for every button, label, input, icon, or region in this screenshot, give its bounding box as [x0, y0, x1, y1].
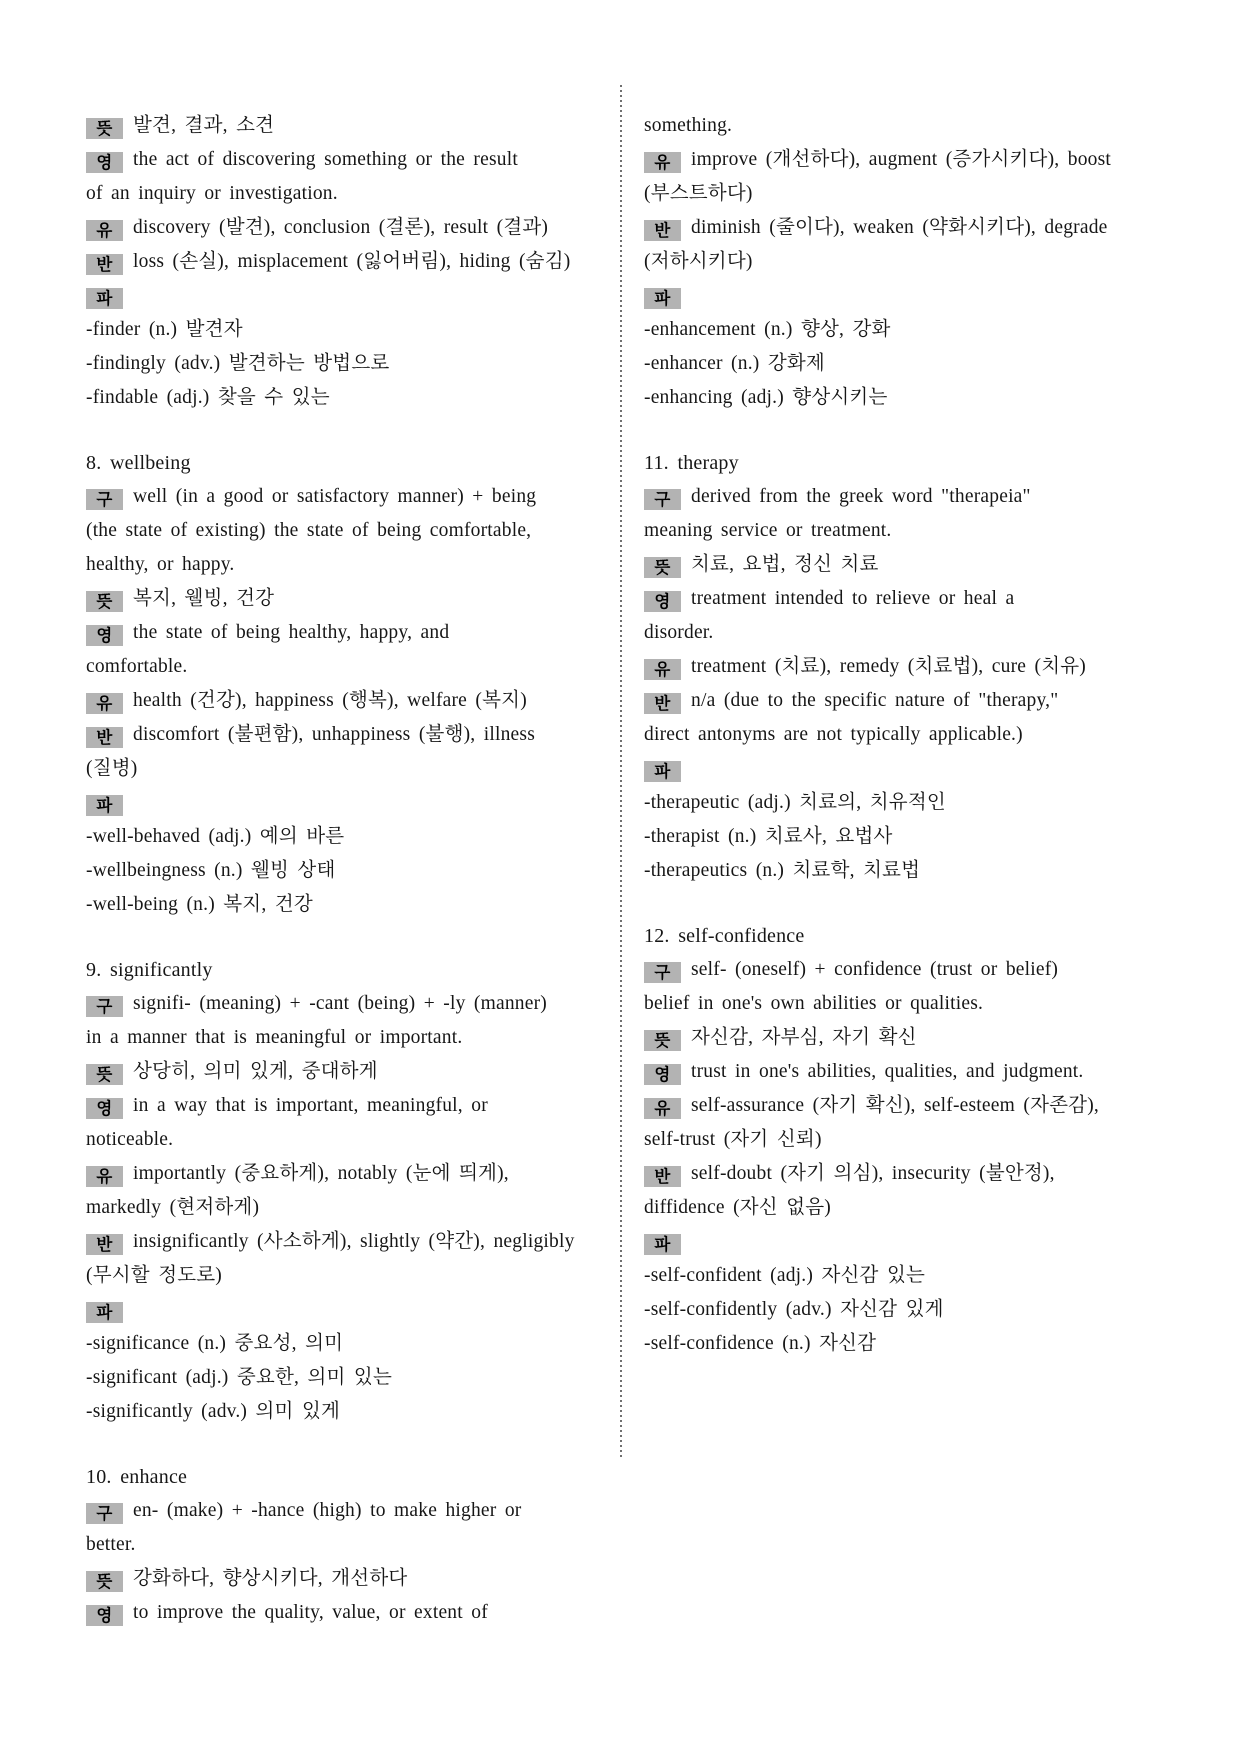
column-left [86, 109, 600, 1661]
line-text: -therapeutics (n.) 치료학, 치료법 [644, 860, 921, 881]
entry-line [86, 786, 600, 820]
entry-line [644, 650, 1164, 684]
entry-line [86, 1021, 600, 1055]
entry-line [86, 752, 600, 786]
line-text: comfortable. [86, 656, 188, 677]
line-text: (무시할 정도로) [86, 1265, 222, 1286]
vocab-entry [644, 109, 1164, 415]
line-text: -well-being (n.) 복지, 건강 [86, 894, 313, 915]
vocab-entry [644, 446, 1164, 888]
entry-line [644, 109, 1164, 143]
entry-line [86, 548, 600, 582]
line-text: in a manner that is meaningful or important. [86, 1027, 463, 1048]
entry-line [644, 480, 1164, 514]
entry-line [644, 381, 1164, 415]
line-text: n/a (due to the specific nature of "therapy," [691, 690, 1059, 711]
entry-line [644, 1259, 1164, 1293]
line-text: discomfort (불편함), unhappiness (불행), illness [133, 724, 535, 745]
line-text: signifi- (meaning) + -cant (being) + -ly (manner) [133, 993, 547, 1014]
badge-meaning: 뜻 [644, 1030, 681, 1051]
entry-line [86, 211, 600, 245]
entry-line [644, 684, 1164, 718]
entry-line [86, 313, 600, 347]
entry-line [644, 616, 1164, 650]
line-text: -finder (n.) 발견자 [86, 319, 243, 340]
entry-line [644, 582, 1164, 616]
entry-line [86, 1123, 600, 1157]
badge-antonym: 반 [86, 254, 123, 275]
line-text: -self-confidence (n.) 자신감 [644, 1333, 877, 1354]
line-text: something. [644, 115, 733, 136]
entry-line [86, 1327, 600, 1361]
entry-line [86, 820, 600, 854]
entry-title: 9. significantly [86, 959, 213, 981]
line-text: direct antonyms are not typically applicable.) [644, 724, 1023, 745]
badge-derivative: 파 [86, 1302, 123, 1323]
entry-line [86, 987, 600, 1021]
line-text: in a way that is important, meaningful, or [133, 1095, 488, 1116]
line-text: self-assurance (자기 확신), self-esteem (자존감), [691, 1095, 1099, 1116]
line-text: self- (oneself) + confidence (trust or belief) [691, 959, 1059, 980]
line-text: trust in one's abilities, qualities, and judgment. [691, 1061, 1084, 1082]
badge-synonym: 유 [644, 659, 681, 680]
badge-antonym: 반 [86, 1234, 123, 1255]
entry-line [86, 381, 600, 415]
badge-derivative: 파 [86, 288, 123, 309]
entry-line [86, 177, 600, 211]
line-text: improve (개선하다), augment (증가시키다), boost [691, 149, 1112, 170]
line-text: discovery (발견), conclusion (결론), result (결과) [133, 217, 549, 238]
badge-formation: 구 [644, 489, 681, 510]
entry-line [86, 1259, 600, 1293]
line-text: diminish (줄이다), weaken (약화시키다), degrade [691, 217, 1108, 238]
line-text: (저하시키다) [644, 251, 753, 272]
entry-line [86, 1293, 600, 1327]
entry-line [86, 854, 600, 888]
entry-line [86, 1157, 600, 1191]
entry-line [644, 1293, 1164, 1327]
entry-line [644, 987, 1164, 1021]
line-text: healthy, or happy. [86, 554, 235, 575]
badge-synonym: 유 [644, 152, 681, 173]
badge-synonym: 유 [86, 693, 123, 714]
entry-line [644, 514, 1164, 548]
badge-english: 영 [86, 152, 123, 173]
line-text: diffidence (자신 없음) [644, 1197, 832, 1218]
column-divider [620, 85, 622, 1459]
badge-formation: 구 [86, 1503, 123, 1524]
line-text: -self-confidently (adv.) 자신감 있게 [644, 1299, 944, 1320]
line-text: -enhancement (n.) 향상, 강화 [644, 319, 891, 340]
entry-title: 8. wellbeing [86, 452, 191, 474]
line-text: to improve the quality, value, or extent of [133, 1602, 488, 1623]
badge-formation: 구 [86, 489, 123, 510]
entry-line [644, 347, 1164, 381]
line-text: 상당히, 의미 있게, 중대하게 [133, 1061, 378, 1082]
badge-antonym: 반 [644, 1166, 681, 1187]
badge-meaning: 뜻 [86, 1064, 123, 1085]
line-text: noticeable. [86, 1129, 174, 1150]
badge-meaning: 뜻 [86, 118, 123, 139]
badge-english: 영 [644, 1064, 681, 1085]
entry-title: 11. therapy [644, 452, 739, 474]
entry-line [86, 1494, 600, 1528]
entry-line [644, 752, 1164, 786]
entry-line [86, 650, 600, 684]
entry-line [86, 718, 600, 752]
entry-line [86, 514, 600, 548]
line-text: disorder. [644, 622, 714, 643]
line-text: 발견, 결과, 소견 [133, 115, 275, 136]
line-text: the state of being healthy, happy, and [133, 622, 450, 643]
line-text: -enhancing (adj.) 향상시키는 [644, 387, 888, 408]
line-text: health (건강), happiness (행복), welfare (복지) [133, 690, 527, 711]
line-text: of an inquiry or investigation. [86, 183, 338, 204]
line-text: treatment intended to relieve or heal a [691, 588, 1015, 609]
entry-line [644, 953, 1164, 987]
line-text: well (in a good or satisfactory manner) + being [133, 486, 537, 507]
line-text: -findable (adj.) 찾을 수 있는 [86, 387, 330, 408]
vocab-entry [86, 1460, 600, 1630]
entry-line [644, 820, 1164, 854]
line-text: 자신감, 자부심, 자기 확신 [691, 1027, 917, 1048]
entry-line [86, 1395, 600, 1429]
entry-line [644, 143, 1164, 177]
badge-derivative: 파 [644, 288, 681, 309]
badge-derivative: 파 [86, 795, 123, 816]
entry-line [644, 1225, 1164, 1259]
line-text: 강화하다, 향상시키다, 개선하다 [133, 1568, 408, 1589]
badge-english: 영 [86, 1605, 123, 1626]
entry-line [86, 684, 600, 718]
entry-title: 10. enhance [86, 1466, 188, 1488]
badge-derivative: 파 [644, 1234, 681, 1255]
line-text: treatment (치료), remedy (치료법), cure (치유) [691, 656, 1086, 677]
badge-derivative: 파 [644, 761, 681, 782]
badge-meaning: 뜻 [86, 591, 123, 612]
entry-line [644, 548, 1164, 582]
badge-formation: 구 [644, 962, 681, 983]
line-text: -self-confident (adj.) 자신감 있는 [644, 1265, 926, 1286]
entry-line [86, 1055, 600, 1089]
vocab-entry [86, 953, 600, 1429]
entry-line [86, 582, 600, 616]
entry-line [86, 347, 600, 381]
line-text: 복지, 웰빙, 건강 [133, 588, 275, 609]
entry-line [644, 211, 1164, 245]
entry-line [86, 888, 600, 922]
line-text: -therapeutic (adj.) 치료의, 치유적인 [644, 792, 946, 813]
line-text: self-doubt (자기 의심), insecurity (불안정), [691, 1163, 1055, 1184]
entry-line [86, 1191, 600, 1225]
entry-line [86, 616, 600, 650]
entry-line [644, 786, 1164, 820]
line-text: -significant (adj.) 중요한, 의미 있는 [86, 1367, 392, 1388]
entry-line [86, 1225, 600, 1259]
entry-title: 12. self-confidence [644, 925, 805, 947]
line-text: derived from the greek word "therapeia" [691, 486, 1031, 507]
entry-line [86, 480, 600, 514]
entry-line [644, 313, 1164, 347]
line-text: meaning service or treatment. [644, 520, 892, 541]
line-text: -well-behaved (adj.) 예의 바른 [86, 826, 345, 847]
entry-line [644, 245, 1164, 279]
badge-synonym: 유 [86, 220, 123, 241]
entry-line [644, 718, 1164, 752]
badge-antonym: 반 [86, 727, 123, 748]
entry-line [86, 1361, 600, 1395]
entry-line [644, 177, 1164, 211]
vocab-entry [644, 919, 1164, 1361]
line-text: -wellbeingness (n.) 웰빙 상태 [86, 860, 336, 881]
entry-line [86, 109, 600, 143]
badge-meaning: 뜻 [644, 557, 681, 578]
badge-synonym: 유 [644, 1098, 681, 1119]
badge-antonym: 반 [644, 693, 681, 714]
line-text: better. [86, 1534, 136, 1555]
line-text: (질병) [86, 758, 138, 779]
entry-line [644, 279, 1164, 313]
line-text: (the state of existing) the state of being comfortable, [86, 520, 532, 541]
entry-line [86, 1089, 600, 1123]
badge-english: 영 [86, 1098, 123, 1119]
line-text: -significantly (adv.) 의미 있게 [86, 1401, 341, 1422]
line-text: insignificantly (사소하게), slightly (약간), negligibly [133, 1231, 575, 1252]
badge-formation: 구 [86, 996, 123, 1017]
entry-line [86, 143, 600, 177]
line-text: the act of discovering something or the result [133, 149, 518, 170]
line-text: importantly (중요하게), notably (눈에 띄게), [133, 1163, 509, 1184]
entry-line [644, 1191, 1164, 1225]
line-text: -findingly (adv.) 발견하는 방법으로 [86, 353, 390, 374]
line-text: belief in one's own abilities or qualities. [644, 993, 984, 1014]
entry-line [86, 1562, 600, 1596]
badge-english: 영 [644, 591, 681, 612]
badge-antonym: 반 [644, 220, 681, 241]
entry-line [86, 245, 600, 279]
entry-line [644, 1021, 1164, 1055]
entry-line [644, 1123, 1164, 1157]
line-text: markedly (현저하게) [86, 1197, 260, 1218]
line-text: 치료, 요법, 정신 치료 [691, 554, 879, 575]
line-text: self-trust (자기 신뢰) [644, 1129, 822, 1150]
badge-english: 영 [86, 625, 123, 646]
badge-synonym: 유 [86, 1166, 123, 1187]
entry-line [644, 854, 1164, 888]
line-text: -significance (n.) 중요성, 의미 [86, 1333, 344, 1354]
entry-line [86, 1596, 600, 1630]
line-text: en- (make) + -hance (high) to make higher or [133, 1500, 522, 1521]
entry-line [644, 1055, 1164, 1089]
column-right [644, 109, 1164, 1392]
entry-line [644, 1327, 1164, 1361]
line-text: -therapist (n.) 치료사, 요법사 [644, 826, 893, 847]
entry-line [86, 1528, 600, 1562]
entry-line [86, 279, 600, 313]
entry-line [644, 1089, 1164, 1123]
line-text: loss (손실), misplacement (잃어버림), hiding (숨김) [133, 251, 571, 272]
badge-meaning: 뜻 [86, 1571, 123, 1592]
vocab-entry [86, 446, 600, 922]
entry-line [644, 1157, 1164, 1191]
line-text: (부스트하다) [644, 183, 753, 204]
vocab-entry [86, 109, 600, 415]
line-text: -enhancer (n.) 강화제 [644, 353, 825, 374]
